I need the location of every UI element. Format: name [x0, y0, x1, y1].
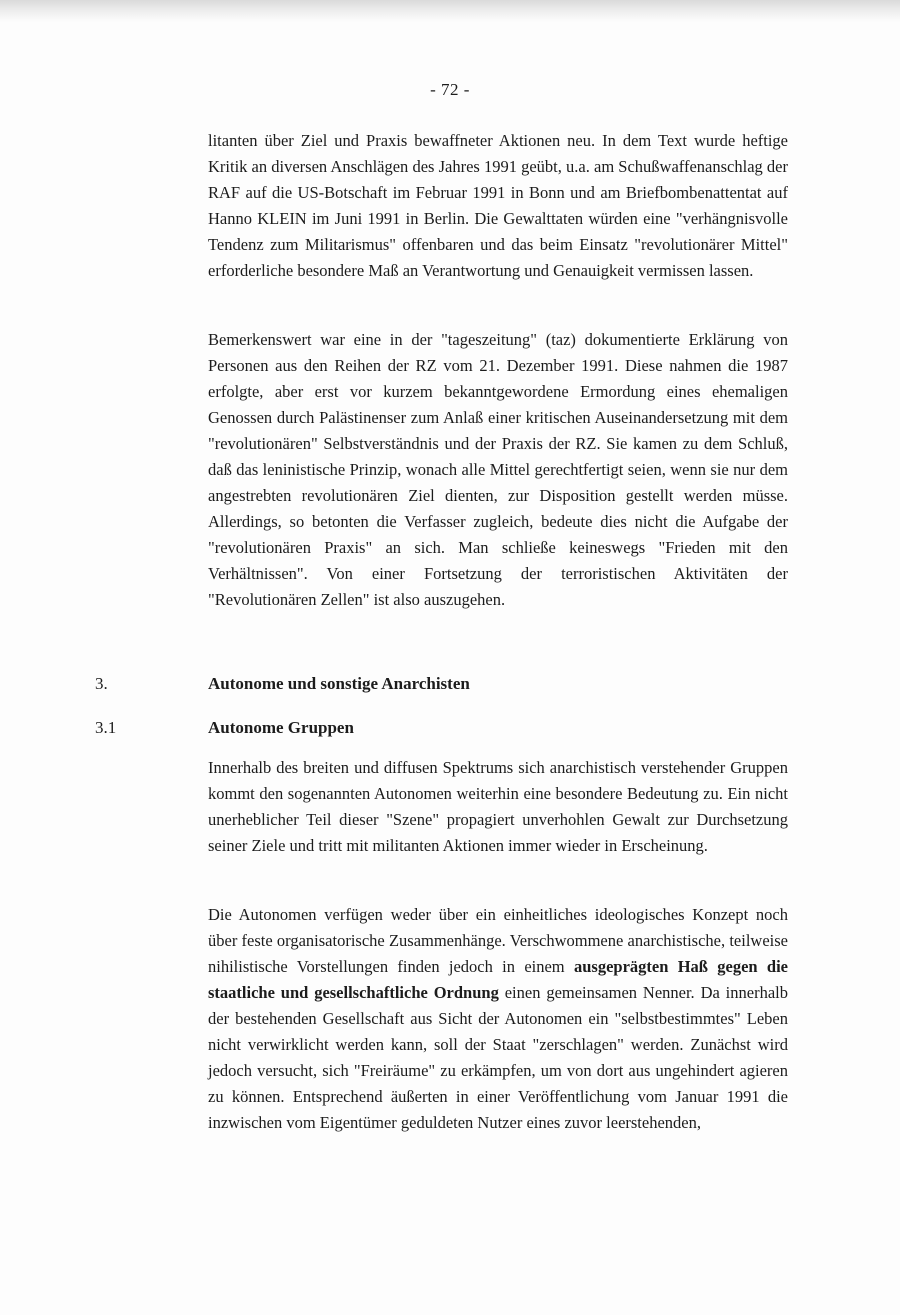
paragraph-4-text-end: einen gemeinsamen Nenner. Da innerhalb der bestehenden Gesellschaft aus Sicht der Autonomen ein "selbstbestimmtes" Leben nicht verwirklicht werden kann, soll der Staat "zerschlagen" werden. Zunächst wird jedoch versucht, sich "Freiräume" zu erkämpfen, um von dort aus ungehindert agieren zu können. Entsprechend äußerten in einer Veröffentlichung vom Januar 1991 die inzwischen vom Eigentümer geduldeten Nutzer eines zuvor leerstehenden, — [208, 983, 788, 1132]
section-number-3-1: 3.1 — [95, 718, 117, 737]
paragraph-4-text-start: Die Autonomen verfügen weder über ein einheitliches ideologisches Konzept noch über feste organisatorische Zusammenhänge. Verschwommene anarchistische, teilweise nihilistische Vorstellungen finden jedoch in einem — [208, 905, 788, 976]
paragraph-3: Innerhalb des breiten und diffusen Spektrums sich anarchistisch verstehender Gruppen kommt den sogenannten Autonomen weiterhin eine besondere Bedeutung zu. Ein nicht unerheblicher Teil dieser "Szene" propagiert unverhohlen Gewalt zur Durchsetzung seiner Ziele und tritt mit militanten Aktionen immer wieder in Erscheinung. — [208, 758, 788, 855]
section-number-3: 3. — [95, 674, 108, 693]
paragraph-4 — [208, 902, 788, 1136]
page-number: - 72 - — [430, 80, 470, 99]
scan-shadow-edge — [0, 0, 900, 22]
paragraph-2: Bemerkenswert war eine in der "tageszeitung" (taz) dokumentierte Erklärung von Personen aus den Reihen der RZ vom 21. Dezember 1991. Diese nahmen die 1987 erfolgte, aber erst vor kurzem bekanntgewordene Ermordung eines ehemaligen Genossen durch Palästinenser zum Anlaß einer kritischen Auseinandersetzung mit dem "revolutionären" Selbstverständnis und der Praxis der RZ. Sie kamen zu dem Schluß, daß das leninistische Prinzip, wonach alle Mittel gerechtfertigt seien, wenn sie nur dem angestrebten revolutionären Ziel dienten, zur Disposition gestellt werden müsse. Allerdings, so betonten die Verfasser zugleich, bedeute dies nicht die Aufgabe der "revolutionären Praxis" an sich. Man schließe keineswegs "Frieden mit den Verhältnissen". Von einer Fortsetzung der terroristischen Aktivitäten der "Revolutionären Zellen" ist also auszugehen. — [208, 330, 788, 609]
paragraph-1: litanten über Ziel und Praxis bewaffneter Aktionen neu. In dem Text wurde heftige Kritik an diversen Anschlägen des Jahres 1991 geübt, u.a. am Schußwaffenanschlag der RAF auf die US-Botschaft im Februar 1991 in Bonn und am Briefbombenattentat auf Hanno KLEIN im Juni 1991 in Berlin. Die Gewalttaten würden eine "verhängnisvolle Tendenz zum Militarismus" offenbaren und das beim Einsatz "revolutionärer Mittel" erforderliche besondere Maß an Verantwortung und Genauigkeit vermissen lassen. — [208, 131, 788, 280]
section-heading-3: Autonome und sonstige Anarchisten — [208, 674, 470, 693]
section-heading-3-1: Autonome Gruppen — [208, 718, 354, 737]
paragraph-4-emphasis: ausgeprägten Haß gegen die staatliche und gesellschaftliche Ordnung — [208, 957, 788, 1002]
